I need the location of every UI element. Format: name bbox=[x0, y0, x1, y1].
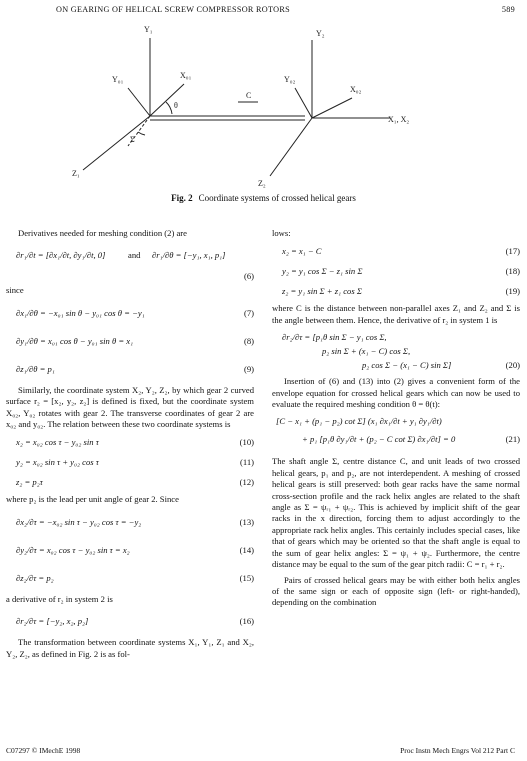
eq12-number: (12) bbox=[239, 477, 254, 488]
paragraph-similarly: Similarly, the coordinate system X₂, Y₂, Z₂, by which gear 2 curved surface r₂ = [x₂, y₂, z₂] is defined is fixed, but the coordinate system X₀₂, Y₀₂ rotates with gear 2. The transverse coordinates of gear 2 are x₀₂ and y₀₂. The relation between these two coordinate systems is bbox=[6, 384, 254, 430]
equation-8 bbox=[6, 329, 254, 355]
label-c: C bbox=[246, 91, 252, 100]
equation-18 bbox=[272, 263, 520, 281]
where-c-text: where C is the distance between non-parallel axes Z₁ and Z₂ and Σ is the angle between them. Hence, the derivative of r₂ in system 1 is bbox=[272, 303, 520, 325]
since-text: since bbox=[6, 285, 24, 296]
figure-caption bbox=[0, 193, 527, 203]
paragraph-shaft-angle: The shaft angle Σ, centre distance C, and unit leads of two crossed helical gears, p₁ and p₂, are not interdependent. A meshing of crossed helical gears is still preserved: both gear racks have the same normal cross-section profile and the rack helix angles are related to the shaft angle as Σ = ψᵣ₁ + ψᵣ₂. This is achieved by implicit shift of the gear racks in the x direction, forcing them to adjust accordingly to the appropriate rack helix angles. This certainly includes special cases, like that of gears which may be oriented so that the shaft angle is equal to the sum of gear helix angles: Σ = ψ₁ + ψ₂. Furthermore, the centre distance may be equal to the sum of the gear pitch radii: C = r₁ + r₂. bbox=[272, 456, 520, 570]
equation-7 bbox=[6, 301, 254, 327]
intro-text: Derivatives needed for meshing condition (2) are bbox=[18, 228, 187, 238]
eq9-number: (9) bbox=[243, 363, 254, 374]
eq7-number: (7) bbox=[243, 307, 254, 318]
eq15-body: ∂z₂/∂τ = p₂ bbox=[16, 572, 54, 583]
footer-copyright: C07297 © IMechE 1998 bbox=[6, 746, 81, 755]
eq14-body: ∂y₂/∂τ = x₀₂ cos τ − y₀₂ sin τ = x₂ bbox=[16, 544, 130, 555]
eq8-body: ∂y₁/∂θ = x₀₁ cos θ − y₀₁ sin θ = x₁ bbox=[16, 335, 134, 346]
right-column bbox=[272, 228, 520, 613]
label-z2: Z₂ bbox=[258, 179, 266, 188]
eq20-line-a: ∂r₂/∂τ = [p₁θ sin Σ − y₁ cos Σ, bbox=[282, 332, 387, 343]
figure-caption-text: Coordinate systems of crossed helical gears bbox=[198, 193, 356, 203]
equation-9 bbox=[6, 357, 254, 383]
equation-10 bbox=[6, 434, 254, 452]
eq17-number: (17) bbox=[505, 246, 520, 257]
eq6-part-b: ∂r₁/∂θ = [−y₁, x₁, p₁] bbox=[152, 250, 226, 261]
equation-21 bbox=[272, 414, 520, 454]
equation-16 bbox=[6, 609, 254, 635]
eq16-body: ∂r₂/∂τ = [−y₂, x₂, p₂] bbox=[16, 616, 89, 627]
axis-x02 bbox=[312, 98, 352, 118]
eq13-number: (13) bbox=[239, 516, 254, 527]
equation-11 bbox=[6, 454, 254, 472]
equation-12 bbox=[6, 474, 254, 492]
eq21-line-a: [C − x₁ + (p₁ − p₂) cot Σ] (x₁ ∂x₁/∂t + y₁ ∂y₁/∂t) bbox=[276, 416, 442, 427]
eq18-number: (18) bbox=[505, 266, 520, 277]
eq13-body: ∂x₂/∂τ = −x₀₂ sin τ − y₀₂ cos τ = −y₂ bbox=[16, 516, 142, 527]
axis-x01 bbox=[150, 84, 184, 116]
eq20-line-c: p₂ cos Σ − (x₁ − C) sin Σ] bbox=[362, 360, 452, 371]
figure-2 bbox=[0, 18, 527, 208]
label-x02: X₀₂ bbox=[350, 85, 362, 94]
equation-17 bbox=[272, 243, 520, 261]
axis-y01 bbox=[128, 88, 150, 116]
eq11-body: y₂ = x₀₂ sin τ + y₀₂ cos τ bbox=[16, 457, 99, 468]
page-number: 589 bbox=[501, 5, 515, 14]
eq19-body: z₂ = y₁ sin Σ + z₁ cos Σ bbox=[282, 286, 362, 297]
equation-6 bbox=[6, 243, 254, 269]
label-z1: Z₁ bbox=[72, 169, 80, 178]
label-sigma: Σ bbox=[130, 135, 135, 144]
lows-text: lows: bbox=[272, 228, 291, 238]
eq19-number: (19) bbox=[505, 286, 520, 297]
eq18-body: y₂ = y₁ cos Σ − z₁ sin Σ bbox=[282, 266, 363, 277]
equation-14 bbox=[6, 538, 254, 564]
eq17-body: x₂ = x₁ − C bbox=[282, 246, 322, 257]
axis-y02 bbox=[295, 88, 312, 118]
eq6-number: (6) bbox=[243, 271, 254, 282]
eq10-number: (10) bbox=[239, 437, 254, 448]
equation-13 bbox=[6, 510, 254, 536]
eq6-part-a: ∂r₁/∂t = [∂x₁/∂t, ∂y₁/∂t, 0] bbox=[16, 250, 106, 261]
eq15-number: (15) bbox=[239, 572, 254, 583]
eq20-line-b: p₂ sin Σ + (x₁ − C) cos Σ, bbox=[322, 346, 411, 357]
equation-20 bbox=[272, 330, 520, 374]
label-y01: Y₀₁ bbox=[112, 75, 124, 84]
equation-6-number-row bbox=[6, 271, 254, 283]
eq11-number: (11) bbox=[240, 457, 254, 468]
axis-z2 bbox=[270, 118, 312, 176]
label-y1: Y₁ bbox=[144, 25, 153, 34]
paragraph-pairs: Pairs of crossed helical gears may be with either both helix angles of the same sign or each of opposite sign (left- or right-handed), depending on the combination bbox=[272, 574, 520, 608]
eq21-line-b: + p₁ [p₁θ ∂y₁/∂t + (p₂ − C cot Σ) ∂x₁/∂t] = 0 bbox=[302, 434, 456, 445]
running-title: ON GEARING OF HELICAL SCREW COMPRESSOR ROTORS bbox=[56, 5, 290, 14]
coordinate-diagram bbox=[0, 18, 527, 196]
label-theta: θ bbox=[174, 101, 178, 110]
eq21-number: (21) bbox=[505, 434, 520, 445]
eq10-body: x₂ = x₀₂ cos τ − y₀₂ sin τ bbox=[16, 437, 99, 448]
footer-journal: Proc Instn Mech Engrs Vol 212 Part C bbox=[400, 746, 515, 755]
sigma-arc bbox=[138, 132, 145, 135]
label-y02: Y₀₂ bbox=[284, 75, 296, 84]
eq8-number: (8) bbox=[243, 335, 254, 346]
eq9-body: ∂z₁/∂θ = p₁ bbox=[16, 363, 55, 374]
page-header bbox=[0, 5, 527, 19]
eq12-body: z₂ = p₂τ bbox=[16, 477, 43, 488]
figure-label: Fig. 2 bbox=[171, 193, 193, 203]
eq16-number: (16) bbox=[239, 616, 254, 627]
label-x01: X₀₁ bbox=[180, 71, 192, 80]
paragraph-insertion: Insertion of (6) and (13) into (2) gives a convenient form of the envelope equation for crossed helical gears which can now be used to evaluate the required meshing condition θ = θ(t): bbox=[272, 376, 520, 410]
equation-15 bbox=[6, 566, 254, 592]
eq6-and: and bbox=[128, 250, 141, 261]
label-y2: Y₂ bbox=[316, 29, 325, 38]
eq7-body: ∂x₁/∂θ = −x₀₁ sin θ − y₀₁ cos θ = −y₁ bbox=[16, 307, 145, 318]
left-column bbox=[6, 228, 254, 664]
equation-19 bbox=[272, 283, 520, 301]
paragraph-transformation: The transformation between coordinate systems X₁, Y₁, Z₁ and X₂, Y₂, Z₂, as defined in Fig. 2 is as fol- bbox=[6, 637, 254, 659]
derivative-text: a derivative of r₂ in system 2 is bbox=[6, 593, 113, 604]
eq14-number: (14) bbox=[239, 544, 254, 555]
where-text: where p₂ is the lead per unit angle of gear 2. Since bbox=[6, 494, 179, 505]
axis-z1 bbox=[83, 116, 150, 170]
theta-arc bbox=[166, 102, 172, 114]
label-x1x2: X₁, X₂ bbox=[388, 115, 410, 124]
eq20-number: (20) bbox=[505, 360, 520, 371]
